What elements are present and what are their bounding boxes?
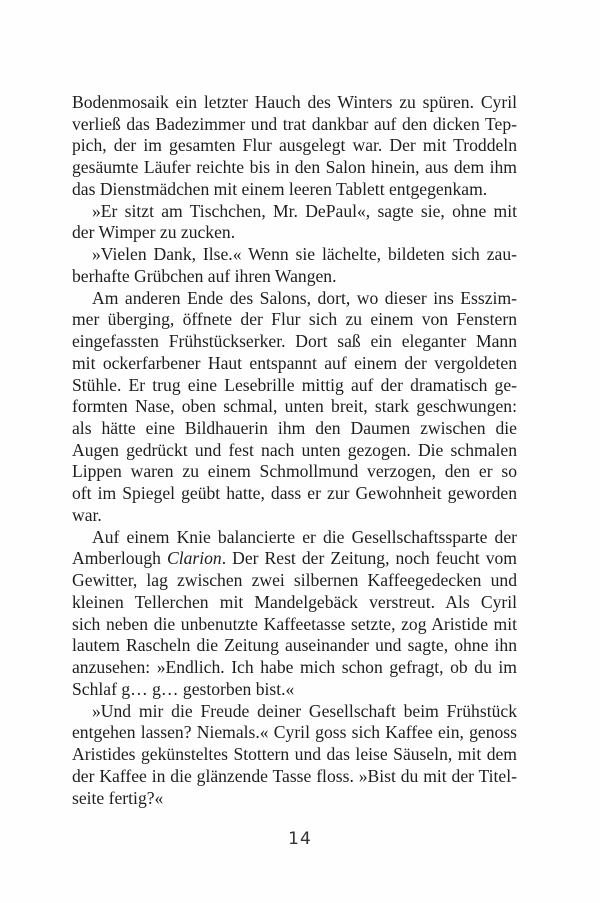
text-line: kleinen Tellerchen mit Mandelgebäck verstreut. Als Cyril: [72, 591, 517, 612]
paragraph: [72, 527, 517, 701]
paragraph: [72, 201, 517, 244]
paragraph: [72, 701, 517, 810]
text-line: Schlaf g… g… gestorben bist.«: [72, 678, 295, 699]
text-line: seite fertig?«: [72, 787, 164, 808]
text-line: Augen gedrückt und fest nach unten gezogen. Die schmalen: [72, 439, 517, 460]
paragraph: [72, 288, 517, 527]
text-line: verließ das Badezimmer und trat dankbar auf den dicken Tep-: [72, 113, 517, 134]
text-line: mer überging, öffnete der Flur sich zu einem von Fenstern: [72, 309, 517, 330]
paragraph: [72, 244, 517, 287]
text-line: oft im Spiegel geübt hatte, dass er zur Gewohnheit geworden: [72, 483, 517, 504]
text-line: anzusehen: »Endlich. Ich habe mich schon gefragt, ob du im: [72, 657, 517, 678]
text-line: berhafte Grübchen auf ihren Wangen.: [72, 265, 337, 286]
text-line: lautem Rascheln die Zeitung auseinander und sagte, ohne ihn: [72, 635, 517, 656]
text-line: mit ockerfarbener Haut entspannt auf einem der vergoldeten: [72, 352, 517, 373]
text-line: »Er sitzt am Tischchen, Mr. DePaul«, sagte sie, ohne mit: [92, 200, 517, 221]
page-number: 14: [288, 829, 312, 849]
text-line: Bodenmosaik ein letzter Hauch des Winters zu spüren. Cyril: [72, 92, 517, 112]
text-line: als hätte eine Bildhauerin ihm den Daumen zwischen die: [72, 418, 517, 439]
text-line: der Kaffee in die glänzende Tasse floss. »Bist du mit der Titel-: [72, 765, 517, 786]
paragraph: [72, 92, 517, 201]
text-line: sich neben die unbenutzte Kaffeetasse setzte, zog Aristide mit: [72, 613, 517, 634]
text-line: Am anderen Ende des Salons, dort, wo dieser ins Esszim-: [92, 287, 517, 308]
text-line: Stühle. Er trug eine Lesebrille mittig auf der dramatisch ge-: [72, 374, 517, 395]
text-line: pich, der im gesamten Flur ausgelegt war. Der mit Troddeln: [72, 135, 517, 156]
text-line: »Und mir die Freude deiner Gesellschaft beim Frühstück: [92, 700, 517, 721]
text-line: »Vielen Dank, Ilse.« Wenn sie lächelte, bildeten sich zau-: [92, 244, 517, 265]
body-text: [72, 92, 517, 809]
text-line: gesäumte Läufer reichte bis in den Salon hinein, aus dem ihm: [72, 157, 517, 178]
text-line: entgehen lassen? Niemals.« Cyril goss sich Kaffee ein, genoss: [72, 722, 517, 743]
text-line: Lippen waren zu einem Schmollmund verzogen, den er so: [72, 461, 517, 482]
text-line: Gewitter, lag zwischen zwei silbernen Kaffeegedecken und: [72, 570, 517, 591]
text-line: der Wimper zu zucken.: [72, 222, 236, 243]
text-line: das Dienstmädchen mit einem leeren Tablett entgegenkam.: [72, 178, 488, 199]
text-line: eingefassten Frühstückserker. Dort saß ein eleganter Mann: [72, 331, 517, 352]
text-line: Amberlough Clarion. Der Rest der Zeitung, noch feucht vom: [72, 548, 517, 569]
text-line: Aristides gekünsteltes Stottern und das leise Säuseln, mit dem: [72, 744, 517, 765]
text-line: formten Nase, oben schmal, unten breit, stark geschwungen:: [72, 396, 517, 417]
text-line: war.: [72, 504, 102, 525]
text-line: Auf einem Knie balancierte er die Gesellschaftssparte der: [92, 526, 517, 547]
